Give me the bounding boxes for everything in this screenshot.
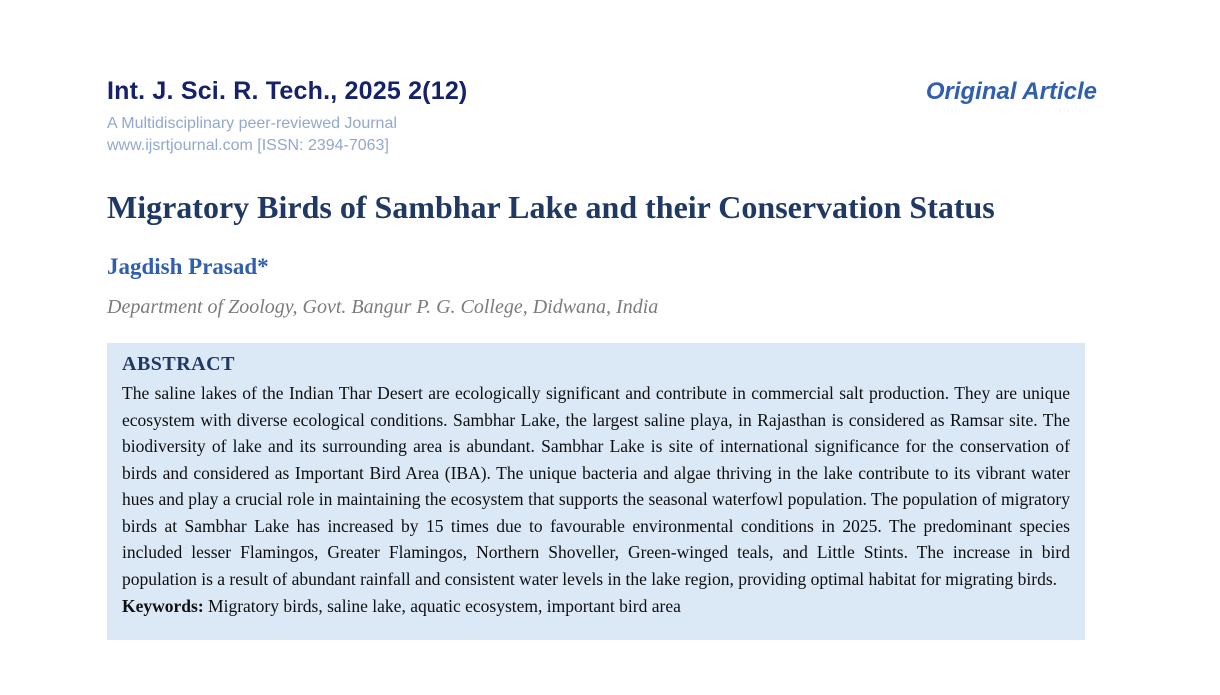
abstract-heading: ABSTRACT <box>122 353 235 375</box>
abstract-body: The saline lakes of the Indian Thar Desert are ecologically significant and contribute in commercial salt production. They are unique ecosystem with diverse ecological conditions. Sambhar Lake, the largest saline playa, in Rajasthan is considered as Ramsar site. The biodiversity of lake and its surrounding area is abundant. Sambhar Lake is site of international significance for the conservation of birds and considered as Important Bird Area (IBA). The unique bacteria and algae thriving in the lake contribute to its vibrant water hues and play a crucial role in maintaining the ecosystem that supports the seasonal waterfowl population. The population of migratory birds at Sambhar Lake has increased by 15 times due to favourable environmental conditions in 2025. The predominant species included lesser Flamingos, Greater Flamingos, Northern Shoveller, Green-winged teals, and Little Stints. The increase in bird population is a result of abundant rainfall and consistent water levels in the lake region, providing optimal habitat for migrating birds. <box>122 383 1070 589</box>
abstract-section <box>107 343 1085 640</box>
author-name: Jagdish Prasad* <box>107 254 269 279</box>
article-type-label: Original Article <box>925 78 1097 105</box>
journal-masthead <box>107 76 1097 157</box>
journal-subtitle: A Multidisciplinary peer-reviewed Journal <box>107 115 397 132</box>
abstract-keywords-line <box>122 593 1070 620</box>
journal-website-issn: www.ijsrtjournal.com [ISSN: 2394-7063] <box>107 137 389 154</box>
journal-title: Int. J. Sci. R. Tech., 2025 2(12) <box>107 77 468 105</box>
journal-article-page <box>0 76 1220 695</box>
article-title: Migratory Birds of Sambhar Lake and their Conservation Status <box>107 189 995 225</box>
keywords-text: Migratory birds, saline lake, aquatic ecosystem, important bird area <box>208 596 681 616</box>
keywords-label: Keywords: <box>122 596 204 616</box>
author-affiliation: Department of Zoology, Govt. Bangur P. G. College, Didwana, India <box>107 296 659 318</box>
journal-identity <box>107 76 467 157</box>
